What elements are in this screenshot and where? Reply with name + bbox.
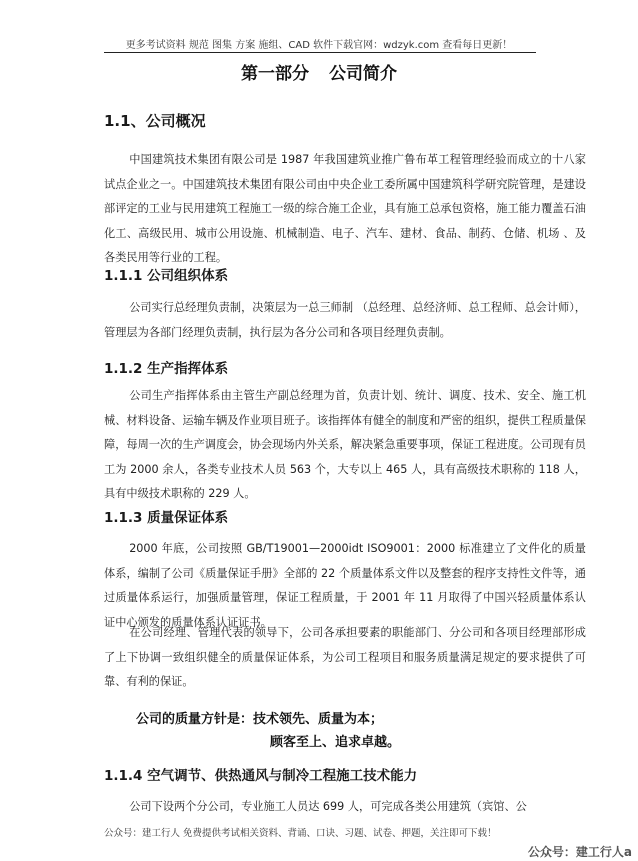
paragraph-organization: 公司实行总经理负责制，决策层为一总三师制 （总经理、总经济师、总工程师、总会计师），管理层为各部门经理负责制，执行层为各分公司和各项目经理负责制。	[104, 301, 586, 339]
section-heading-1-1-3: 1.1.3 质量保证体系	[104, 510, 229, 526]
header-note: 更多考试资料 规范 图集 方案 施组、CAD 软件下载官网：wdzyk.com 查看每日更新！	[125, 40, 513, 51]
paragraph-quality-system-2: 在公司经理、管理代表的领导下，公司各承担要素的职能部门、分公司和各项目经理部形成了上下协调一致组织健全的质量保证体系，为公司工程项目和服务质量满足规定的要求提供了可靠、有利的保证。	[104, 626, 586, 688]
header-divider	[104, 52, 536, 53]
section-heading-1-1: 1.1、公司概况	[104, 112, 206, 130]
section-heading-1-1-2: 1.1.2 生产指挥体系	[104, 361, 229, 377]
paragraph-company-overview: 中国建筑技术集团有限公司是 1987 年我国建筑业推广鲁布革工程管理经验而成立的十八家试点企业之一。中国建筑技术集团有限公司由中央企业工委所属中国建筑科学研究院管理，是建设部评定的工业与民用建筑工程施工一级的综合施工企业，具有施工总承包资格，施工能力覆盖石油化工、高级民用、城市公用设施、机械制造、电子、汽车、建材、食品、制药、仓储、机场 、及各类民用等行业的工程。	[104, 153, 586, 264]
footer-brand: 公众号：建工行人a	[527, 845, 632, 859]
section-heading-1-1-4: 1.1.4 空气调节、供热通风与制冷工程施工技术能力	[104, 768, 418, 784]
quality-policy-line-1: 公司的质量方针是：技术领先、质量为本；	[136, 712, 384, 727]
section-heading-1-1-1: 1.1.1 公司组织体系	[104, 268, 229, 284]
paragraph-hvac-capability: 公司下设两个分公司，专业施工人员达 699 人，可完成各类公用建筑（宾馆、公	[129, 800, 527, 813]
paragraph-production-command: 公司生产指挥体系由主管生产副总经理为首，负责计划、统计、调度、技术、安全、施工机械、材料设备、运输车辆及作业项目班子。该指挥体有健全的制度和严密的组织，提供工程质量保障，每周一次的生产调度会，协会现场内外关系，解决紧急重要事项，保证工程进度。公司现有员工为 2000 余人，各类专业技术人员 563 个，大专以上 465 人，具有高级技术职称的 118 人，具有中级技术职称的 229 人。	[104, 389, 586, 500]
quality-policy-line-2: 顾客至上、追求卓越。	[270, 735, 401, 750]
paragraph-quality-system-1: 2000 年底，公司按照 GB/T19001—2000idt ISO9001：2000 标准建立了文件化的质量体系，编制了公司《质量保证手册》全部的 22 个质量体系文件以及整套的程序支持性文件等，通过质量体系运行，加强质量管理，保证工程质量，于 2001 年 11 月取得了中国兴轻质量体系认证中心颁发的质量体系认证证书。	[104, 542, 586, 629]
footer-note: 公众号：建工行人 免费提供考试相关资料、背诵、口诀、习题、试卷、押题，关注即可下载！	[104, 828, 497, 839]
page-title: 第一部分 公司简介	[241, 64, 397, 84]
